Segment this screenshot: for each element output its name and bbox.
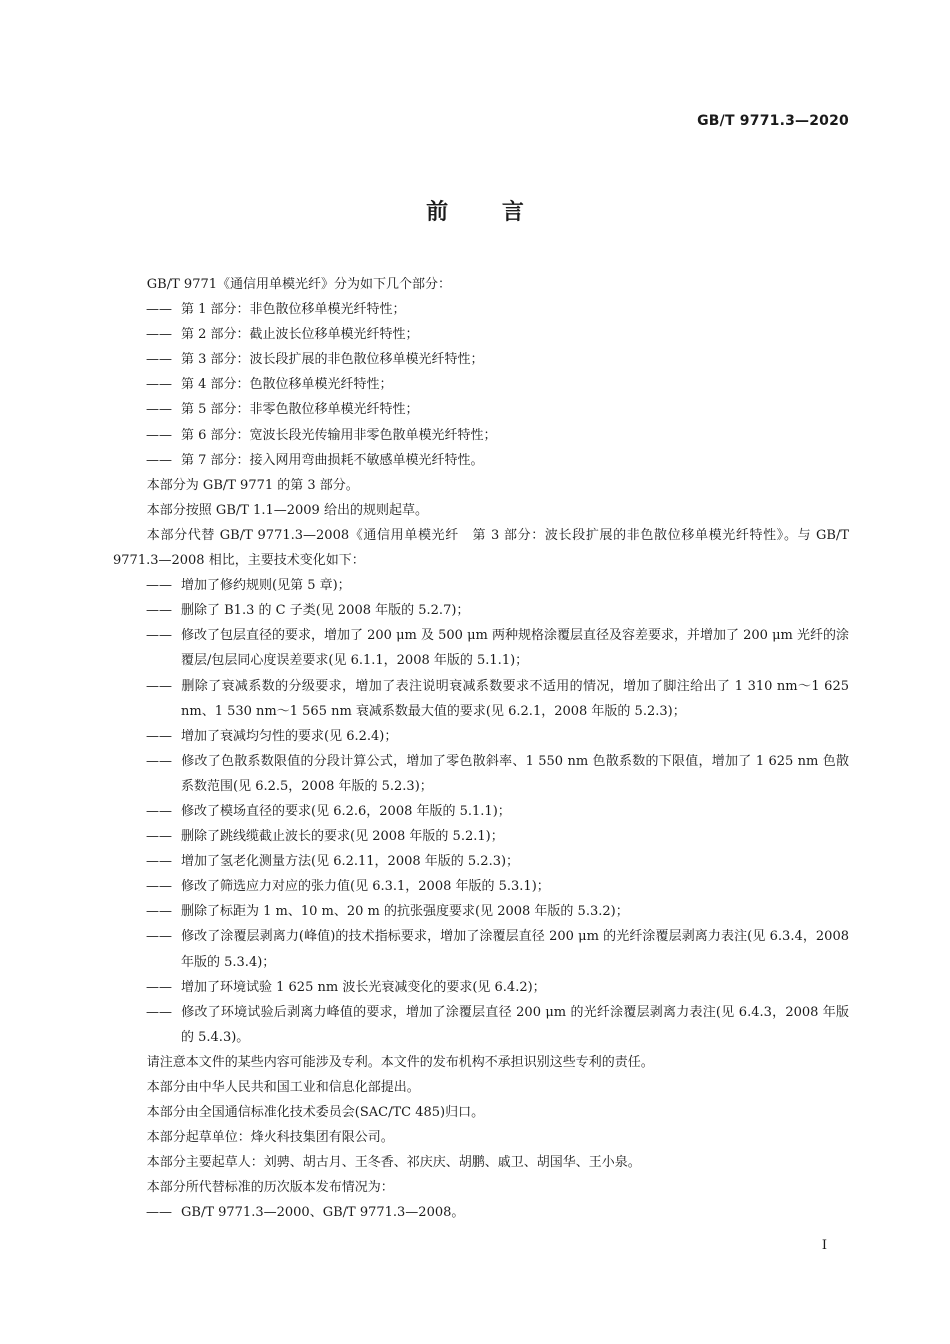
list-item: —— 修改了环境试验后剥离力峰值的要求，增加了涂覆层直径 200 μm 的光纤涂覆层剥离力表注(见 6.4.3，2008 年版的 5.4.3)。 <box>146 1004 849 1045</box>
list-item: —— 修改了筛选应力对应的张力值(见 6.3.1，2008 年版的 5.3.1)； <box>146 879 550 895</box>
patent-paragraph: 请注意本文件的某些内容可能涉及专利。本文件的发布机构不承担识别这些专利的责任。 <box>146 1054 654 1070</box>
foreword-body <box>113 272 849 1226</box>
list-item: —— 增加了修约规则(见第 5 章)； <box>146 578 351 594</box>
list-item: —— 删除了跳线缆截止波长的要求(见 2008 年版的 5.2.1)； <box>146 829 504 845</box>
list-item: —— 第 2 部分：截止波长位移单模光纤特性； <box>146 327 419 343</box>
page-number: I <box>821 1238 827 1253</box>
list-item: —— 第 7 部分：接入网用弯曲损耗不敏感单模光纤特性。 <box>146 452 484 468</box>
drafting-org-paragraph: 本部分起草单位：烽火科技集团有限公司。 <box>146 1130 394 1146</box>
history-paragraph: 本部分所代替标准的历次版本发布情况为： <box>146 1180 394 1196</box>
list-item: —— 删除了 B1.3 的 C 子类(见 2008 年版的 5.2.7)； <box>146 603 470 619</box>
history-list <box>113 1200 849 1225</box>
list-item: —— 修改了色散系数限值的分段计算公式，增加了零色散斜率、1 550 nm 色散系数的下限值，增加了 1 625 nm 色散系数范围(见 6.2.5，2008 年版的 5.2.3)； <box>146 753 849 794</box>
list-item: —— GB/T 9771.3—2000、GB/T 9771.3—2008。 <box>146 1205 465 1221</box>
list-item: —— 第 1 部分：非色散位移单模光纤特性； <box>146 302 406 318</box>
centralized-paragraph: 本部分由全国通信标准化技术委员会(SAC/TC 485)归口。 <box>146 1105 485 1121</box>
drafters-paragraph: 本部分主要起草人：刘骋、胡古月、王冬香、祁庆庆、胡鹏、戚卫、胡国华、王小泉。 <box>146 1155 641 1171</box>
replace-paragraph: 本部分代替 GB/T 9771.3—2008《通信用单模光纤 第 3 部分：波长段扩展的非色散位移单模光纤特性》。与 GB/T 9771.3—2008 相比，主要技术变化如下： <box>113 527 849 569</box>
list-item: —— 第 3 部分：波长段扩展的非色散位移单模光纤特性； <box>146 352 484 368</box>
list-item: —— 第 4 部分：色散位移单模光纤特性； <box>146 377 393 393</box>
list-item: —— 修改了模场直径的要求(见 6.2.6，2008 年版的 5.1.1)； <box>146 803 511 819</box>
list-item: —— 第 5 部分：非零色散位移单模光纤特性； <box>146 402 419 418</box>
part-paragraph: 本部分为 GB/T 9771 的第 3 部分。 <box>146 477 359 493</box>
proposed-paragraph: 本部分由中华人民共和国工业和信息化部提出。 <box>146 1080 420 1095</box>
changes-list <box>113 573 849 1050</box>
intro-paragraph: GB/T 9771《通信用单模光纤》分为如下几个部分： <box>146 277 452 292</box>
list-item: —— 增加了氢老化测量方法(见 6.2.11，2008 年版的 5.2.3)； <box>146 854 520 870</box>
rule-paragraph: 本部分按照 GB/T 1.1—2009 给出的规则起草。 <box>146 502 428 518</box>
list-item: —— 修改了涂覆层剥离力(峰值)的技术指标要求，增加了涂覆层直径 200 μm 的光纤涂覆层剥离力表注(见 6.3.4，2008 年版的 5.3.4)； <box>146 929 849 970</box>
list-item: —— 第 6 部分：宽波长段光传输用非零色散单模光纤特性； <box>146 427 497 443</box>
list-item: —— 删除了标距为 1 m、10 m、20 m 的抗张强度要求(见 2008 年版的 5.3.2)； <box>146 904 629 920</box>
list-item: —— 删除了衰减系数的分级要求，增加了表注说明衰减系数要求不适用的情况，增加了脚注给出了 1 310 nm～1 625 nm、1 530 nm～1 565 nm 衰减系数最大值的要求(见 6.2.1，2008 年版的 5.2.3)； <box>146 678 849 719</box>
list-item: —— 增加了环境试验 1 625 nm 波长光衰减变化的要求(见 6.4.2)； <box>146 979 546 995</box>
parts-list <box>113 297 849 473</box>
list-item: —— 修改了包层直径的要求，增加了 200 μm 及 500 μm 两种规格涂覆层直径及容差要求，并增加了 200 μm 光纤的涂覆层/包层同心度误差要求(见 6.1.1，2008 年版的 5.1.1)； <box>146 628 849 669</box>
list-item: —— 增加了衰减均匀性的要求(见 6.2.4)； <box>146 728 398 744</box>
standard-number: GB/T 9771.3—2020 <box>697 113 849 129</box>
page-title: 前 言 <box>426 200 524 225</box>
